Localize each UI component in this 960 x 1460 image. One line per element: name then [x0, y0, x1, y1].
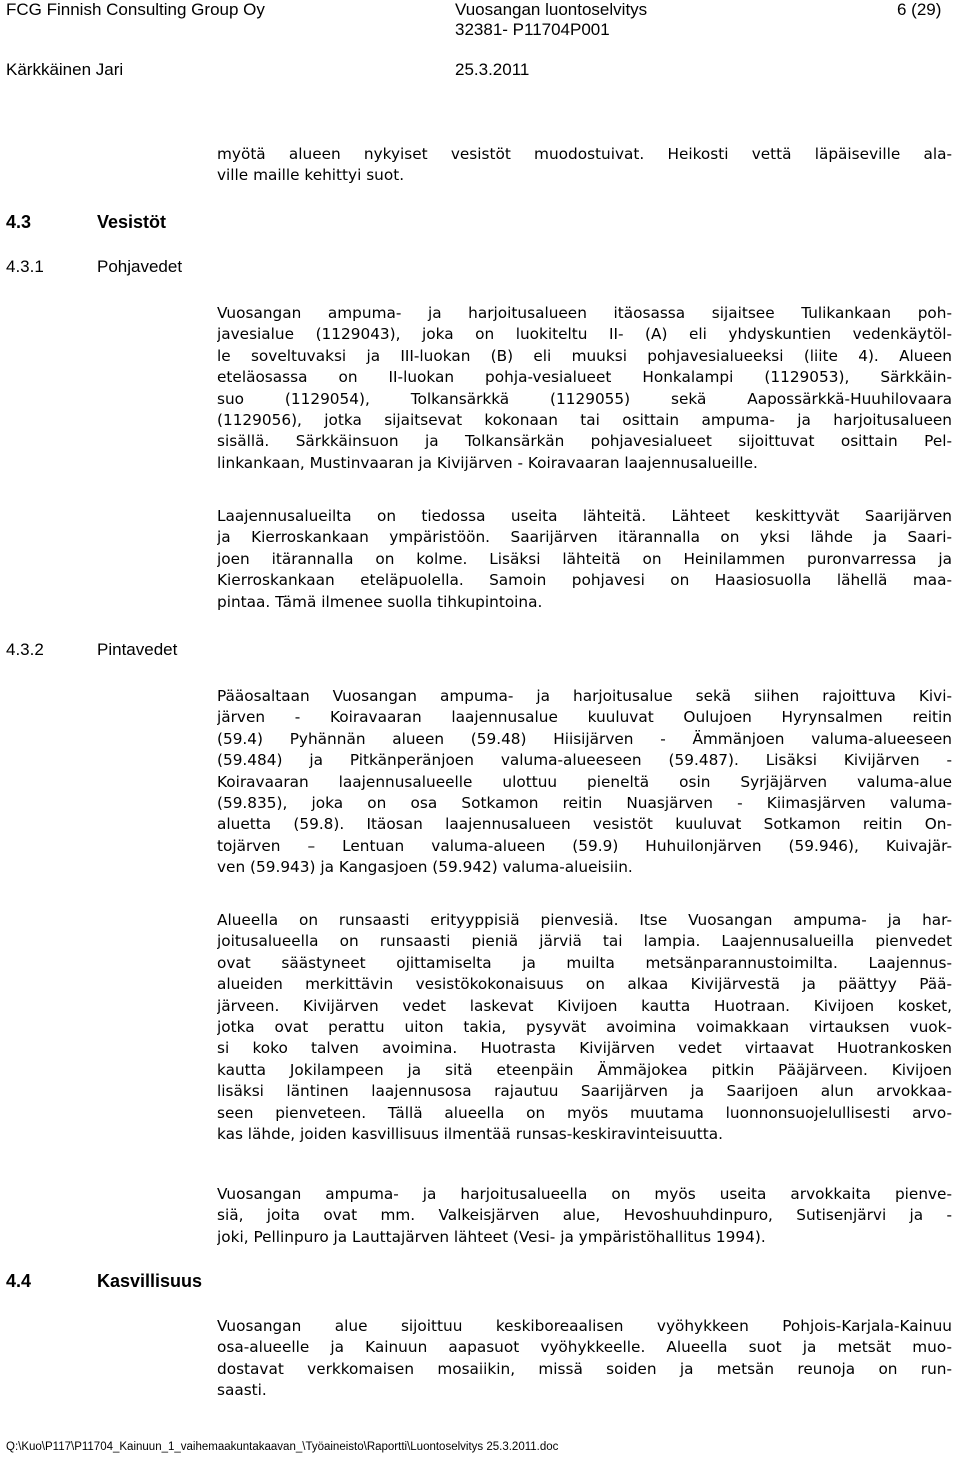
text-line: javesialue (1129043), joka on luokiteltu II- (A) eli yhdyskuntien vedenkäytöl- [217, 325, 952, 344]
heading-4-4-number: 4.4 [6, 1271, 32, 1291]
heading-4-3-1-title: Pohjavedet [97, 257, 183, 276]
text-line: Vuosangan ampuma- ja harjoitusalueella on myös useita arvokkaita pienve- [217, 1185, 952, 1203]
text-line: eteläosassa on II-luokan pohja-vesialueet Honkalampi (1129053), Särkkäin- [217, 368, 952, 387]
heading-4-4-title: Kasvillisuus [97, 1271, 203, 1291]
text-line: (59.835), joka on osa Sotkamon reitin Nuasjärven - Kiimasjärven valuma- [217, 794, 952, 813]
text-line: osa-alueelle ja Kainuun aapasuot vyöhykkeelle. Alueella suot ja metsät muo- [217, 1338, 952, 1357]
text-line: myötä alueen nykyiset vesistöt muodostuivat. Heikosti vettä läpäiseville ala- [217, 145, 952, 163]
footer-file-path: Q:\Kuo\P117\P11704_Kainuun_1_vaihemaakuntakaavan_\Työaineisto\Raportti\Luontoselvitys 25.3.2011.doc [6, 1441, 559, 1453]
paragraph-pohjavedet-2 [217, 506, 952, 613]
text-line: saasti. [217, 1381, 267, 1400]
paragraph-pintavedet-2 [217, 910, 952, 1145]
text-line: alueiden merkittävin vesistökokonaisuus on alkaa Kivijärvestä ja päättyy Pää- [217, 975, 952, 994]
heading-4-3-2-number: 4.3.2 [6, 640, 44, 659]
text-line: suo (1129054), Tolkansärkkä (1129055) sekä Aapossärkkä-Huuhilovaara [217, 389, 952, 408]
text-line: joitusalueella on runsaasti pieniä järviä tai lampia. Laajennusalueilla pienvedet [217, 932, 952, 951]
text-line: (1129056), jotka sijaitsevat kokonaan tai osittain ampuma- ja harjoitusalueen [217, 411, 952, 430]
paragraph-kasvillisuus [217, 1316, 952, 1402]
text-line: ven (59.943) ja Kangasjoen (59.942) valuma-alueisiin. [217, 858, 633, 877]
text-line: ville maille kehittyi suot. [217, 166, 405, 185]
header-date: 25.3.2011 [455, 60, 530, 79]
text-line: (59.484) ja Pitkänperänjoen valuma-alueeseen (59.487). Lisäksi Kivijärven - [217, 751, 952, 770]
paragraph-pintavedet-1 [217, 686, 952, 879]
header-company: FCG Finnish Consulting Group Oy [6, 0, 265, 19]
text-line: joen itärannalla on kolme. Lisäksi lähteitä on Heinilammen puronvarressa ja [217, 549, 952, 568]
text-line: Alueella on runsaasti erityyppisiä pienvesiä. Itse Vuosangan ampuma- ja har- [217, 911, 952, 929]
text-line: Vuosangan ampuma- ja harjoitusalueen itäosassa sijaitsee Tulikankaan poh- [217, 304, 952, 322]
text-line: Koiravaaran laajennusalueelle ulottuu pieneltä osin Syrjäjärven valuma-alue [217, 772, 952, 791]
text-line: ja Kierroskankaan ympäristöön. Saarijärven itärannalla on yksi lähde ja Saari- [217, 528, 952, 547]
paragraph-pohjavedet-1 [217, 303, 952, 474]
text-line: Vuosangan alue sijoittuu keskiboreaalisen vyöhykkeen Pohjois-Karjala-Kainuu [217, 1317, 952, 1335]
text-line: si koko talven avoimina. Huotrasta Kivijärven vedet virtaavat Huotrankosken [217, 1039, 952, 1058]
text-line: joki, Pellinpuro ja Lauttajärven lähteet (Vesi- ja ympäristöhallitus 1994). [217, 1227, 766, 1246]
text-line: le soveltuvaksi ja III-luokan (B) eli muuksi pohjavesialueeksi (liite 4). Alueen [217, 346, 952, 365]
text-line: lisäksi läntinen laajennusosa rajautuu Saarijärven ja Saarijoen alun arvokkaa- [217, 1082, 952, 1101]
header-doc-title: Vuosangan luontoselvitys [455, 0, 648, 19]
text-line: järveen. Kivijärven vedet laskevat Kivijoen kautta Huotraan. Kivijoen kosket, [217, 996, 952, 1015]
text-line: aluetta (59.8). Itäosan laajennusalueen vesistöt kuuluvat Sotkamon reitin On- [217, 815, 952, 834]
text-line: järven - Koiravaaran laajennusalue kuuluvat Oulujoen Hyrynsalmen reitin [217, 708, 952, 727]
paragraph-intro [217, 144, 952, 187]
heading-4-3-1-number: 4.3.1 [6, 257, 44, 276]
text-line: pintaa. Tämä ilmenee suolla tihkupintoina. [217, 592, 543, 611]
header-doc-code: 32381- P11704P001 [455, 20, 610, 39]
text-line: seen pienveteen. Tällä alueella on myös muutama luonnonsuojelullisesti arvo- [217, 1103, 952, 1122]
text-line: dostavat verkkomaisen mosaiikin, missä soiden ja metsän reunoja on run- [217, 1359, 952, 1378]
text-line: tojärven – Lentuan valuma-alueen (59.9) Huhuilonjärven (59.946), Kuivajär- [217, 836, 952, 855]
heading-4-3-2-title: Pintavedet [97, 640, 178, 659]
header-author: Kärkkäinen Jari [6, 60, 124, 79]
text-line: sisällä. Särkkäinsuon ja Tolkansärkän pohjavesialueet sijoittuvat osittain Pel- [217, 432, 952, 451]
text-line: Pääosaltaan Vuosangan ampuma- ja harjoitusalue sekä siihen rajoittuva Kivi- [217, 687, 952, 705]
text-line: kas lähde, joiden kasvillisuus ilmentää runsas-keskiravinteisuutta. [217, 1125, 724, 1144]
text-line: Laajennusalueilta on tiedossa useita lähteitä. Lähteet keskittyvät Saarijärven [217, 507, 952, 525]
text-line: siä, joita ovat mm. Valkeisjärven alue, Hevoshuuhdinpuro, Sutisenjärvi ja - [217, 1206, 952, 1225]
paragraph-pintavedet-3 [217, 1184, 952, 1248]
text-line: linkankaan, Mustinvaaran ja Kivijärven - Koiravaaran laajennusalueille. [217, 453, 758, 472]
text-line: Kierroskankaan eteläpuolella. Samoin pohjavesi on Haasiosuolla lähellä maa- [217, 571, 952, 590]
text-line: ovat säästyneet ojittamiselta ja muilta metsänparannustoimilta. Laajennus- [217, 953, 952, 972]
heading-4-3-number: 4.3 [6, 212, 32, 232]
text-line: jotka ovat perattu uiton takia, pysyvät avoimina voimakkaan virtauksen vuok- [217, 1018, 952, 1037]
header-page-number: 6 (29) [897, 0, 942, 19]
heading-4-3-title: Vesistöt [97, 212, 167, 232]
text-line: kautta Jokilampeen ja sitä eteenpäin Ämmäjokea pitkin Pääjärveen. Kivijoen [217, 1060, 952, 1079]
text-line: (59.4) Pyhännän alueen (59.48) Hiisijärven - Ämmänjoen valuma-alueeseen [217, 729, 952, 748]
